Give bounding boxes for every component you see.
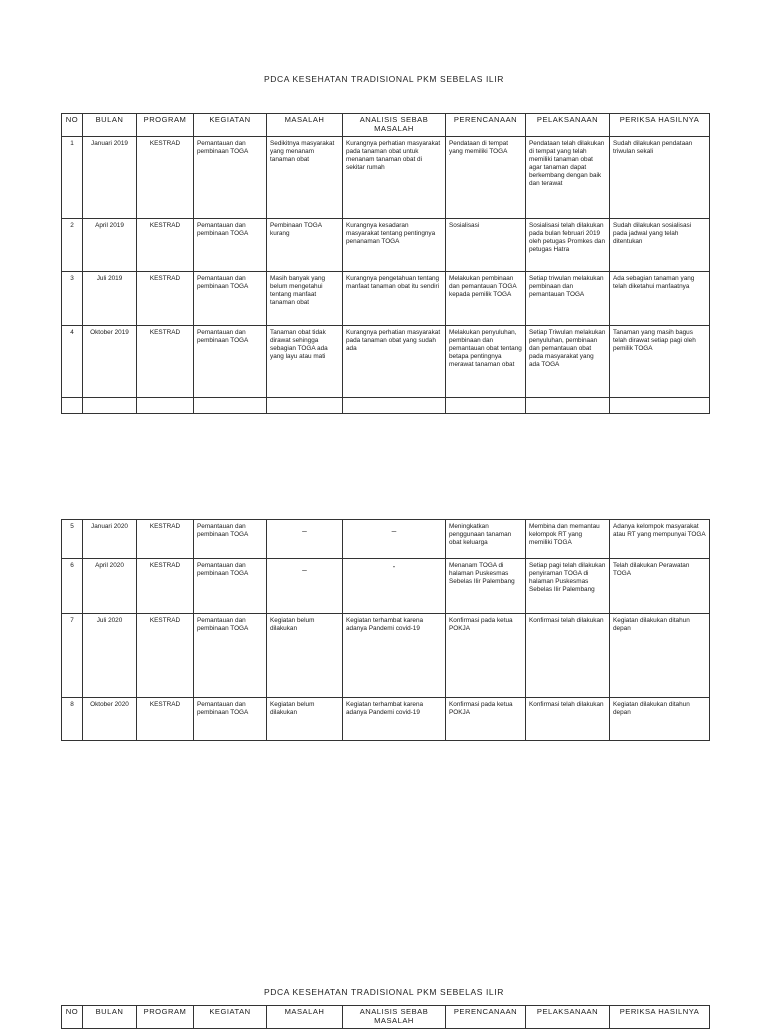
cell-analisis: _: [343, 520, 446, 559]
cell-masalah: Pembinaan TOGA kurang: [267, 219, 343, 272]
cell-bulan: April 2020: [83, 559, 137, 614]
cell-pelaksanaan: Konfirmasi telah dilakukan: [526, 614, 610, 698]
cell-periksa: Sudah dilakukan pendataan triwulan sekali: [610, 137, 710, 219]
table-row: [62, 614, 710, 698]
cell-periksa: Tanaman yang masih bagus telah dirawat setiap pagi oleh pemilik TOGA: [610, 326, 710, 398]
cell-periksa: Kegiatan dilakukan ditahun depan: [610, 698, 710, 741]
cell-periksa: Adanya kelompok masyarakat atau RT yang mempunyai TOGA: [610, 520, 710, 559]
cell-empty: [267, 398, 343, 414]
table-row: [62, 326, 710, 398]
cell-empty: [526, 398, 610, 414]
cell-perencanaan: Konfirmasi pada ketua POKJA: [446, 614, 526, 698]
cell-analisis: Kegiatan terhambat karena adanya Pandemi covid-19: [343, 614, 446, 698]
header-masalah: MASALAH: [267, 114, 343, 137]
header-kegiatan: KEGIATAN: [194, 1006, 267, 1029]
cell-masalah: Masih banyak yang belum mengetahui tentang manfaat tanaman obat: [267, 272, 343, 326]
cell-masalah: Kegiatan belum dilakukan: [267, 698, 343, 741]
cell-pelaksanaan: Sosialisasi telah dilakukan pada bulan februari 2019 oleh petugas Promkes dan petugas Hatra: [526, 219, 610, 272]
cell-program: KESTRAD: [137, 219, 194, 272]
cell-no: 4: [62, 326, 83, 398]
cell-no: 1: [62, 137, 83, 219]
cell-bulan: Juli 2020: [83, 614, 137, 698]
cell-periksa: Ada sebagian tanaman yang telah diketahui manfaatnya: [610, 272, 710, 326]
table-row: [62, 698, 710, 741]
header-bulan: BULAN: [83, 1006, 137, 1029]
cell-bulan: Oktober 2020: [83, 698, 137, 741]
table-row: [62, 137, 710, 219]
cell-analisis: -: [343, 559, 446, 614]
cell-perencanaan: Melakukan penyuluhan, pembinaan dan pemantauan obat tentang betapa pentingnya merawat tanaman obat: [446, 326, 526, 398]
cell-bulan: Oktober 2019: [83, 326, 137, 398]
cell-bulan: Januari 2019: [83, 137, 137, 219]
header-analisis: ANALISIS SEBAB MASALAH: [343, 114, 446, 137]
table-row: [62, 559, 710, 614]
cell-empty: [62, 398, 83, 414]
cell-kegiatan: Pemantauan dan pembinaan TOGA: [194, 219, 267, 272]
pdca-table-2019: [61, 113, 710, 414]
cell-bulan: Juli 2019: [83, 272, 137, 326]
cell-no: 2: [62, 219, 83, 272]
cell-program: KESTRAD: [137, 520, 194, 559]
cell-analisis: Kurangnya perhatian masyarakat pada tanaman obat yang sudah ada: [343, 326, 446, 398]
header-pelaksanaan: PELAKSANAAN: [526, 1006, 610, 1029]
cell-kegiatan: Pemantauan dan pembinaan TOGA: [194, 326, 267, 398]
header-program: PROGRAM: [137, 114, 194, 137]
header-analisis: ANALISIS SEBAB MASALAH: [343, 1006, 446, 1029]
cell-no: 6: [62, 559, 83, 614]
cell-bulan: Januari 2020: [83, 520, 137, 559]
cell-pelaksanaan: Membina dan memantau kelompok RT yang memiliki TOGA: [526, 520, 610, 559]
cell-periksa: Kegiatan dilakukan ditahun depan: [610, 614, 710, 698]
header-masalah: MASALAH: [267, 1006, 343, 1029]
header-periksa: PERIKSA HASILNYA: [610, 114, 710, 137]
cell-analisis: Kurangnya perhatian masyarakat pada tanaman obat untuk menanam tanaman obat di sekitar rumah: [343, 137, 446, 219]
cell-program: KESTRAD: [137, 326, 194, 398]
cell-masalah: Tanaman obat tidak dirawat sehingga sebagian TOGA ada yang layu atau mati: [267, 326, 343, 398]
table-header-row: [62, 1006, 710, 1029]
cell-masalah: Sedikitnya masyarakat yang menanam tanaman obat: [267, 137, 343, 219]
cell-analisis: Kurangnya kesadaran masyarakat tentang pentingnya penanaman TOGA: [343, 219, 446, 272]
cell-no: 7: [62, 614, 83, 698]
cell-kegiatan: Pemantauan dan pembinaan TOGA: [194, 614, 267, 698]
cell-empty: [446, 398, 526, 414]
header-periksa: PERIKSA HASILNYA: [610, 1006, 710, 1029]
header-pelaksanaan: PELAKSANAAN: [526, 114, 610, 137]
cell-masalah: _: [267, 520, 343, 559]
cell-empty: [137, 398, 194, 414]
table-header-row: [62, 114, 710, 137]
cell-perencanaan: Sosialisasi: [446, 219, 526, 272]
page-title-bottom: PDCA KESEHATAN TRADISIONAL PKM SEBELAS ILIR: [264, 987, 504, 997]
cell-empty: [343, 398, 446, 414]
cell-kegiatan: Pemantauan dan pembinaan TOGA: [194, 698, 267, 741]
header-perencanaan: PERENCANAAN: [446, 1006, 526, 1029]
cell-empty: [610, 398, 710, 414]
cell-no: 3: [62, 272, 83, 326]
cell-empty: [83, 398, 137, 414]
table-row: [62, 219, 710, 272]
cell-kegiatan: Pemantauan dan pembinaan TOGA: [194, 559, 267, 614]
cell-pelaksanaan: Pendataan telah dilakukan di tempat yang telah memiliki tanaman obat agar tanaman dapat berkembang dengan baik dan terawat: [526, 137, 610, 219]
header-program: PROGRAM: [137, 1006, 194, 1029]
cell-kegiatan: Pemantauan dan pembinaan TOGA: [194, 137, 267, 219]
header-bulan: BULAN: [83, 114, 137, 137]
cell-periksa: Telah dilakukan Perawatan TOGA: [610, 559, 710, 614]
cell-pelaksanaan: Setiap Triwulan melakukan penyuluhan, pembinaan dan pemantauan obat pada masyarakat yang ada TOGA: [526, 326, 610, 398]
cell-masalah: Kegiatan belum dilakukan: [267, 614, 343, 698]
cell-program: KESTRAD: [137, 698, 194, 741]
cell-perencanaan: Menanam TOGA di halaman Puskesmas Sebelas Ilir Palembang: [446, 559, 526, 614]
cell-bulan: April 2019: [83, 219, 137, 272]
cell-perencanaan: Meningkatkan penggunaan tanaman obat keluarga: [446, 520, 526, 559]
cell-pelaksanaan: Konfirmasi telah dilakukan: [526, 698, 610, 741]
cell-perencanaan: Melakukan pembinaan dan pemantauan TOGA kepada pemilik TOGA: [446, 272, 526, 326]
header-no: NO: [62, 114, 83, 137]
cell-program: KESTRAD: [137, 272, 194, 326]
pdca-table-2020: [61, 519, 710, 741]
header-kegiatan: KEGIATAN: [194, 114, 267, 137]
cell-periksa: Sudah dilakukan sosialisasi pada jadwal yang telah ditentukan: [610, 219, 710, 272]
table-row: [62, 272, 710, 326]
cell-empty: [194, 398, 267, 414]
cell-pelaksanaan: Setiap pagi telah dilakukan penyiraman TOGA di halaman Puskesmas Sebelas Ilir Palembang: [526, 559, 610, 614]
cell-analisis: Kurangnya pengetahuan tentang manfaat tanaman obat itu sendiri: [343, 272, 446, 326]
pdca-table-header-repeat: [61, 1005, 710, 1029]
cell-perencanaan: Konfirmasi pada ketua POKJA: [446, 698, 526, 741]
table-row-empty: [62, 398, 710, 414]
cell-program: KESTRAD: [137, 614, 194, 698]
cell-program: KESTRAD: [137, 137, 194, 219]
cell-kegiatan: Pemantauan dan pembinaan TOGA: [194, 520, 267, 559]
cell-masalah: _: [267, 559, 343, 614]
cell-perencanaan: Pendataan di tempat yang memiliki TOGA: [446, 137, 526, 219]
cell-program: KESTRAD: [137, 559, 194, 614]
page-title-top: PDCA KESEHATAN TRADISIONAL PKM SEBELAS ILIR: [264, 74, 504, 84]
cell-no: 8: [62, 698, 83, 741]
cell-pelaksanaan: Setiap triwulan melakukan pembinaan dan pemantauan TOGA: [526, 272, 610, 326]
cell-analisis: Kegiatan terhambat karena adanya Pandemi covid-19: [343, 698, 446, 741]
header-no: NO: [62, 1006, 83, 1029]
cell-kegiatan: Pemantauan dan pembinaan TOGA: [194, 272, 267, 326]
header-perencanaan: PERENCANAAN: [446, 114, 526, 137]
table-row: [62, 520, 710, 559]
cell-no: 5: [62, 520, 83, 559]
